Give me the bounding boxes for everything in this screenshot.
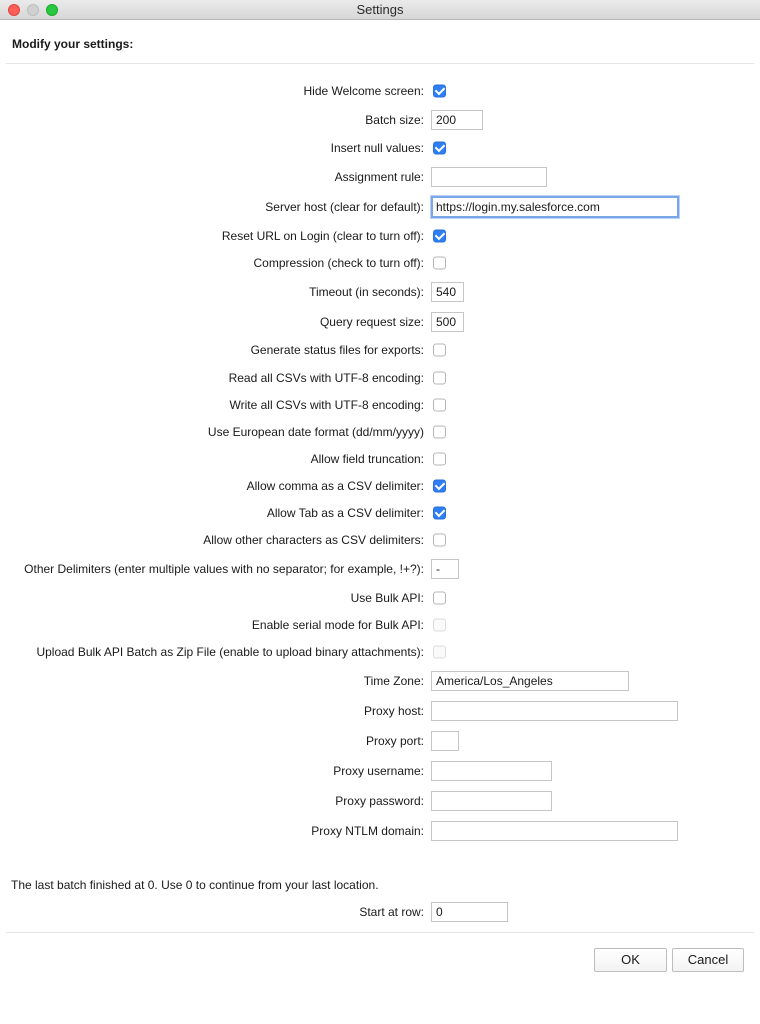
write-utf8-label: Write all CSVs with UTF-8 encoding: [229, 398, 424, 412]
start-row-input[interactable] [431, 902, 508, 922]
row-time-zone [0, 669, 760, 693]
server-host-input[interactable] [431, 196, 679, 218]
field-truncation-checkbox[interactable] [433, 453, 446, 466]
row-field-truncation [0, 447, 760, 471]
row-reset-url [0, 224, 760, 248]
cancel-button[interactable]: Cancel [672, 948, 744, 972]
row-insert-null [0, 136, 760, 160]
row-compression [0, 251, 760, 275]
proxy-ntlm-label: Proxy NTLM domain: [311, 824, 424, 838]
page-title: Modify your settings: [12, 37, 134, 51]
proxy-username-label: Proxy username: [333, 764, 424, 778]
hide-welcome-label: Hide Welcome screen: [303, 84, 424, 98]
time-zone-input[interactable] [431, 671, 629, 691]
field-truncation-label: Allow field truncation: [310, 452, 424, 466]
row-zip-upload [0, 640, 760, 664]
status-files-checkbox[interactable] [433, 344, 446, 357]
row-comma-delimiter [0, 474, 760, 498]
insert-null-checkbox[interactable] [433, 142, 446, 155]
proxy-username-input[interactable] [431, 761, 552, 781]
zip-upload-label: Upload Bulk API Batch as Zip File (enable to upload binary attachments): [36, 645, 424, 659]
proxy-port-input[interactable] [431, 731, 459, 751]
row-euro-date [0, 420, 760, 444]
row-other-delimiters-value [0, 557, 760, 581]
row-tab-delimiter [0, 501, 760, 525]
euro-date-checkbox[interactable] [433, 426, 446, 439]
other-delimiters-checkbox[interactable] [433, 534, 446, 547]
reset-url-label: Reset URL on Login (clear to turn off): [221, 229, 424, 243]
serial-mode-checkbox[interactable] [433, 619, 446, 632]
divider-top [6, 63, 754, 64]
timeout-label: Timeout (in seconds): [309, 285, 424, 299]
row-timeout [0, 280, 760, 304]
status-files-label: Generate status files for exports: [250, 343, 424, 357]
row-bulk-api [0, 586, 760, 610]
start-row-label: Start at row: [359, 905, 424, 919]
query-size-input[interactable] [431, 312, 464, 332]
proxy-host-input[interactable] [431, 701, 678, 721]
assignment-rule-label: Assignment rule: [334, 170, 424, 184]
other-delimiters-input[interactable] [431, 559, 459, 579]
hide-welcome-checkbox[interactable] [433, 85, 446, 98]
row-server-host [0, 195, 760, 219]
bulk-api-checkbox[interactable] [433, 592, 446, 605]
last-batch-note: The last batch finished at 0. Use 0 to continue from your last location. [11, 878, 379, 892]
timeout-input[interactable] [431, 282, 464, 302]
zip-upload-checkbox[interactable] [433, 646, 446, 659]
row-serial-mode [0, 613, 760, 637]
row-start-at [0, 900, 760, 924]
reset-url-checkbox[interactable] [433, 230, 446, 243]
tab-delimiter-label: Allow Tab as a CSV delimiter: [266, 506, 424, 520]
comma-delimiter-label: Allow comma as a CSV delimiter: [246, 479, 424, 493]
row-proxy-username [0, 759, 760, 783]
comma-delimiter-checkbox[interactable] [433, 480, 446, 493]
window-title: Settings [356, 2, 404, 17]
proxy-port-label: Proxy port: [365, 734, 424, 748]
serial-mode-label: Enable serial mode for Bulk API: [251, 618, 424, 632]
read-utf8-label: Read all CSVs with UTF-8 encoding: [228, 371, 424, 385]
bulk-api-label: Use Bulk API: [350, 591, 424, 605]
row-status-files [0, 338, 760, 362]
batch-size-label: Batch size: [365, 113, 424, 127]
query-size-label: Query request size: [319, 315, 424, 329]
read-utf8-checkbox[interactable] [433, 372, 446, 385]
row-proxy-password [0, 789, 760, 813]
row-read-utf8 [0, 366, 760, 390]
proxy-host-label: Proxy host: [363, 704, 424, 718]
write-utf8-checkbox[interactable] [433, 399, 446, 412]
server-host-label: Server host (clear for default): [265, 200, 424, 214]
row-hide-welcome [0, 79, 760, 103]
compression-checkbox[interactable] [433, 257, 446, 270]
divider-bottom [6, 932, 754, 933]
row-query-size [0, 310, 760, 334]
assignment-rule-input[interactable] [431, 167, 547, 187]
proxy-password-label: Proxy password: [335, 794, 424, 808]
row-other-delimiters [0, 528, 760, 552]
proxy-password-input[interactable] [431, 791, 552, 811]
euro-date-label: Use European date format (dd/mm/yyyy) [207, 425, 424, 439]
title-bar [0, 0, 760, 20]
row-proxy-port [0, 729, 760, 753]
tab-delimiter-checkbox[interactable] [433, 507, 446, 520]
insert-null-label: Insert null values: [330, 141, 424, 155]
row-write-utf8 [0, 393, 760, 417]
other-delimiters-label: Allow other characters as CSV delimiters: [203, 533, 424, 547]
row-proxy-host [0, 699, 760, 723]
ok-button[interactable]: OK [594, 948, 667, 972]
row-batch-size [0, 108, 760, 132]
row-assignment-rule [0, 165, 760, 189]
time-zone-label: Time Zone: [363, 674, 424, 688]
row-proxy-ntlm [0, 819, 760, 843]
compression-label: Compression (check to turn off): [253, 256, 424, 270]
proxy-ntlm-input[interactable] [431, 821, 678, 841]
other-delimiters-value-label: Other Delimiters (enter multiple values with no separator; for example, !+?): [24, 562, 424, 576]
batch-size-input[interactable] [431, 110, 483, 130]
